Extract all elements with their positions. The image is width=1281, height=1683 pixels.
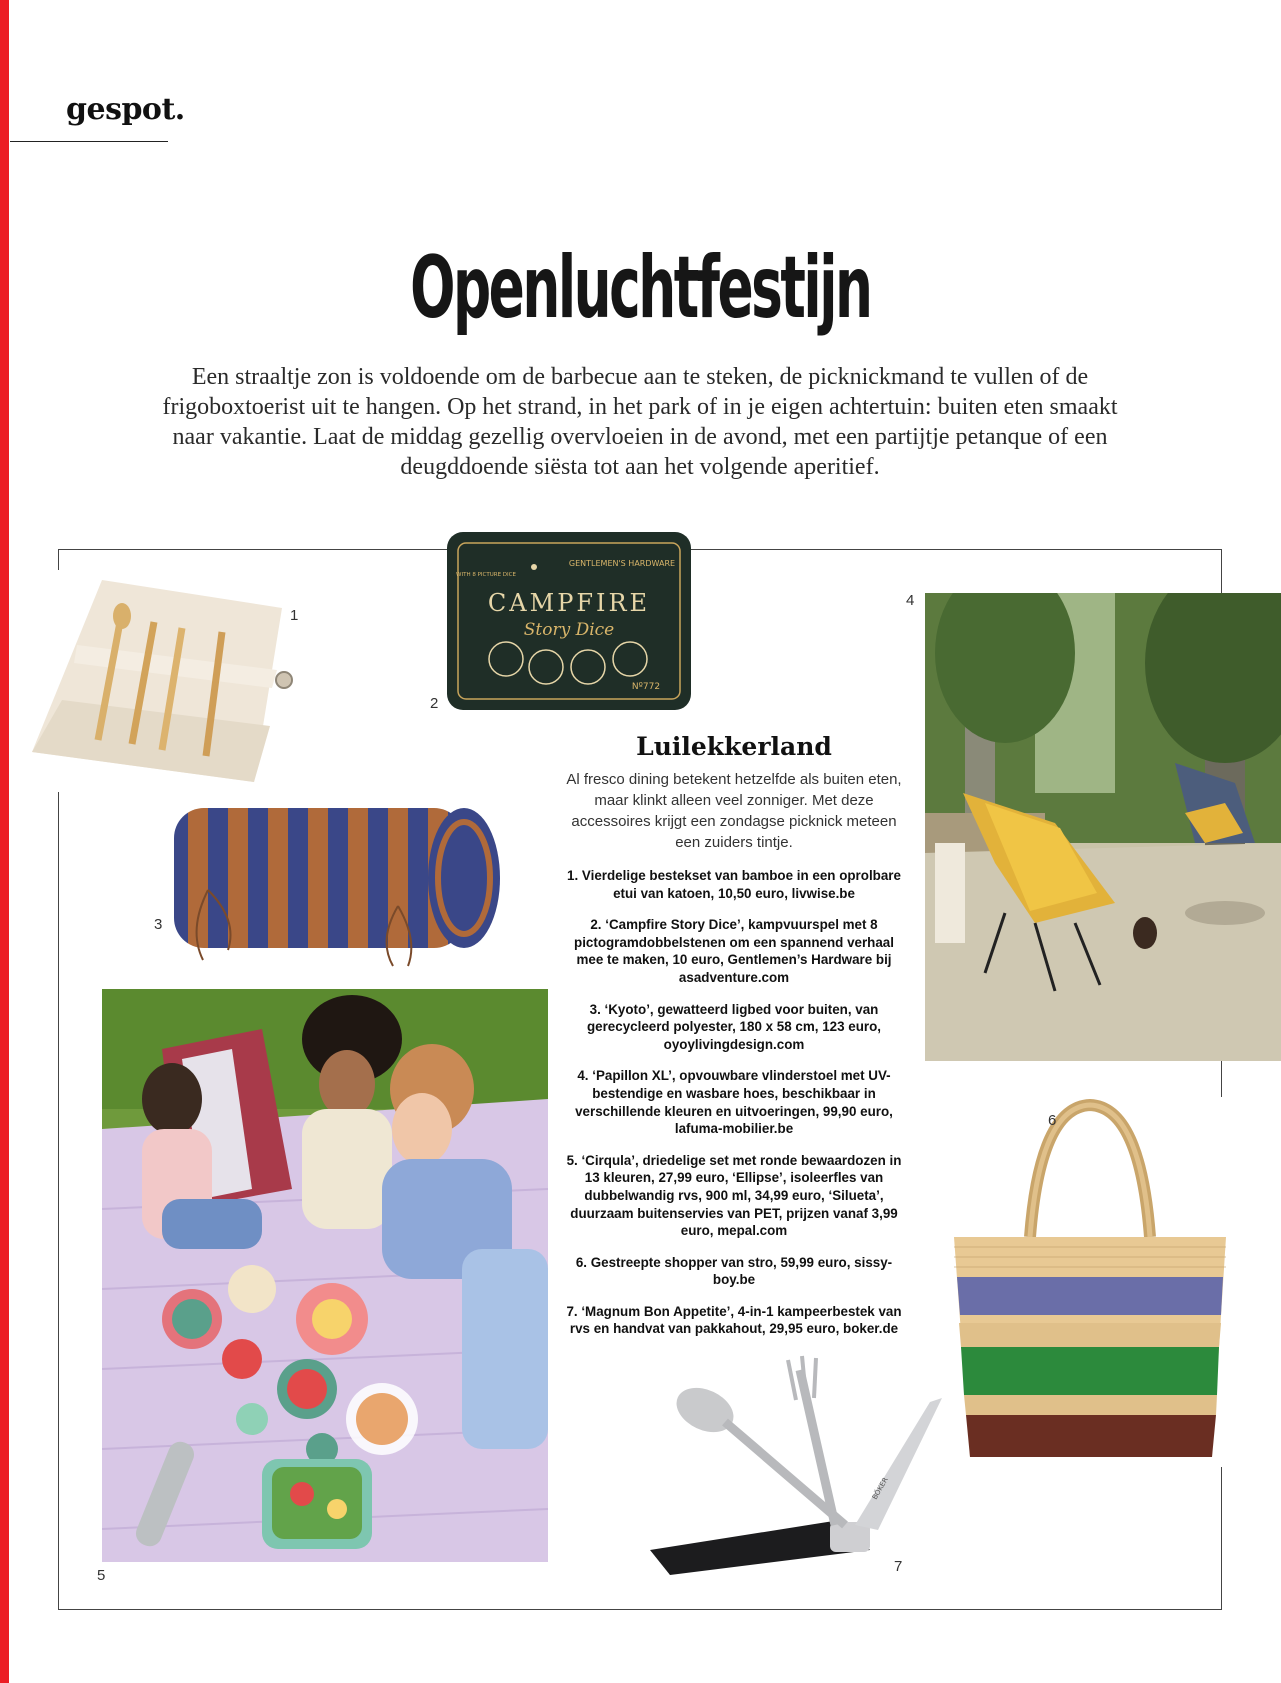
straw-shopper-photo [950, 1097, 1230, 1467]
product-item-6: 6. Gestreepte shopper van stro, 59,99 euro, sissy-boy.be [575, 1254, 893, 1288]
article-title: Luilekkerland [636, 732, 832, 761]
dice-subtitle-text: Story Dice [523, 620, 615, 640]
section-rule [10, 141, 168, 142]
photo-number-4: 4 [906, 592, 915, 609]
intro-paragraph: Een straaltje zon is voldoende om de barbecue aan te steken, de picknickmand te vullen of de frigoboxtoerist uit te hangen. Op het strand, in het park of in je eigen achtertuin: buiten eten smaakt naar vakantie. Laat de middag gezellig overvloeien in de avond, met een partijtje petanque of een deugddoende siësta tot aan het volgende aperitief. [162, 364, 1118, 480]
photo-number-2: 2 [430, 695, 439, 712]
product-item-2: 2. ‘Campfire Story Dice’, kampvuurspel met 8 pictogramdobbelstenen om een spannend verhaal mee te maken, 10 euro, Gentlemen’s Hardware bij asadventure.com [574, 917, 894, 985]
photo-number-3: 3 [154, 916, 163, 933]
product-item-1: 1. Vierdelige bestekset van bamboe in een oprolbare etui van katoen, 10,50 euro, livwise.be [567, 868, 901, 901]
photo-number-7: 7 [894, 1558, 903, 1575]
article-column [566, 732, 902, 1352]
photo-number-5: 5 [97, 1567, 106, 1584]
knife-brand-text: BÖKER [870, 1476, 890, 1501]
dice-code-text: Nº772 [631, 682, 661, 692]
section-label: gespot. [66, 92, 185, 127]
product-item-5: 5. ‘Cirqula’, driedelige set met ronde bewaardozen in 13 kleuren, 27,99 euro, ‘Ellipse’, isoleerfles van dubbelwandig rvs, 900 ml, 34,99 euro, ‘Silueta’, duurzaam buitenservies van PET, prijzen vanaf 3,99 euro, mepal.com [566, 1152, 902, 1239]
product-item-4: 4. ‘Papillon XL’, opvouwbare vlinderstoel met UV-bestendige en wasbare hoes, beschikbaar in verschillende kleuren en uitvoeringen, 99,90 euro, lafuma-mobilier.be [575, 1068, 893, 1137]
red-edge-bar [0, 0, 9, 1683]
photo-number-1: 1 [290, 607, 299, 624]
camping-cutlery-photo [630, 1350, 960, 1580]
photo-number-6: 6 [1048, 1112, 1057, 1129]
campfire-dice-tin-photo [446, 531, 692, 711]
striped-mattress-photo [168, 790, 502, 970]
dice-badge-text: WITH 8 PICTURE DICE [456, 572, 516, 578]
page-title: Openluchtfestijn [410, 238, 871, 338]
article-lead: Al fresco dining betekent hetzelfde als buiten eten, maar klinkt alleen veel zonniger. Met deze accessoires krijgt een zondagse picknick meteen een zuiders tintje. [566, 771, 902, 851]
dice-brand-text: GENTLEMEN'S HARDWARE [568, 559, 676, 568]
bamboo-cutlery-photo [22, 570, 308, 792]
butterfly-chair-photo [925, 593, 1281, 1061]
picnic-scene-photo [102, 989, 548, 1562]
dice-title-text: CAMPFIRE [487, 589, 651, 617]
product-item-7: 7. ‘Magnum Bon Appetite’, 4-in-1 kampeerbestek van rvs en handvat van pakkahout, 29,95 euro, boker.de [566, 1303, 902, 1337]
product-item-3: 3. ‘Kyoto’, gewatteerd ligbed voor buiten, van gerecycleerd polyester, 180 x 58 cm, 123 euro, oyoylivingdesign.com [586, 1001, 882, 1052]
